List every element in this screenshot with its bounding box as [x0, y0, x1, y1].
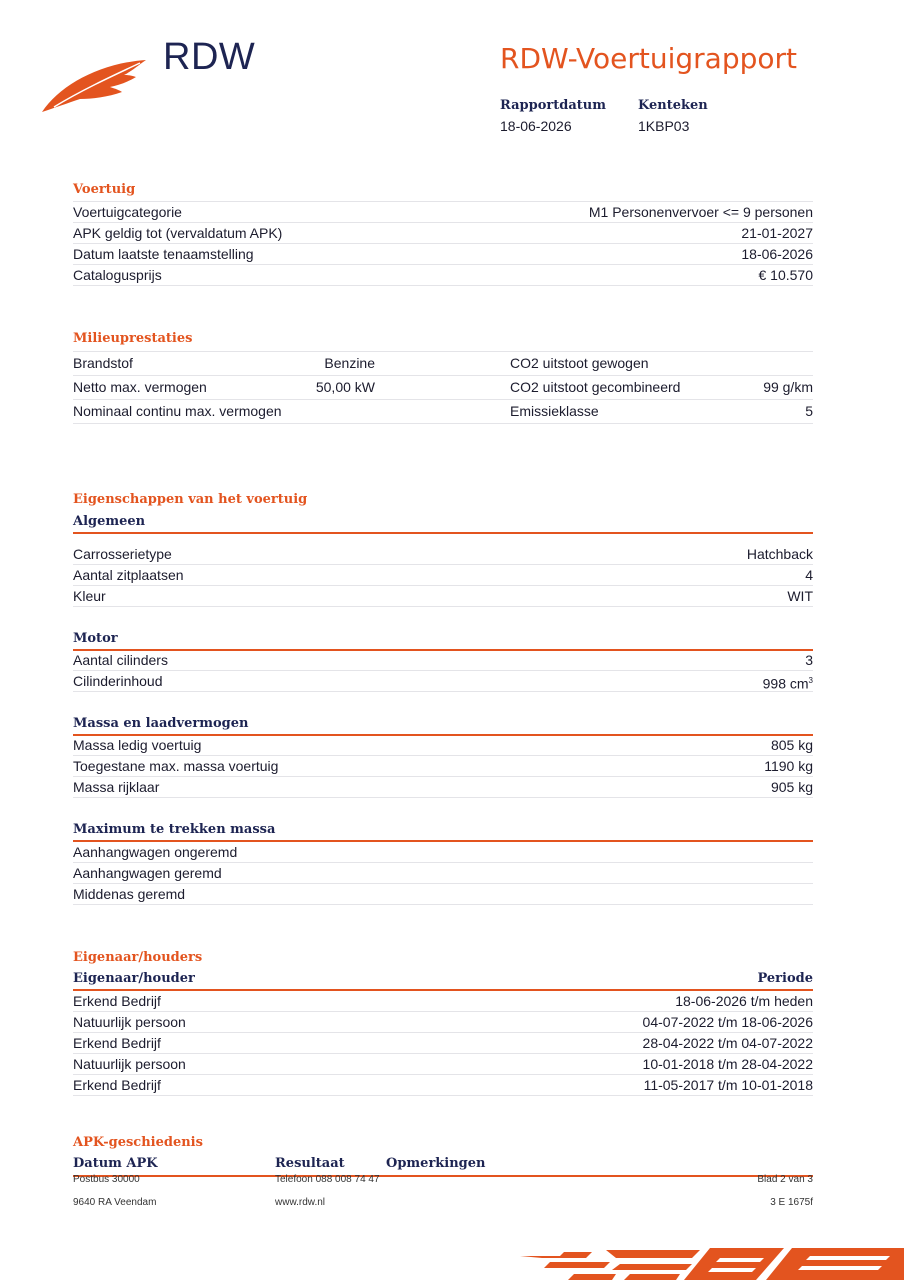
table-row	[73, 756, 813, 777]
row-value: 50,00 kW	[315, 379, 375, 395]
logo-text: RDW	[163, 36, 256, 78]
row-value-2: 99 g/km	[763, 379, 813, 395]
row-label: Middenas geremd	[73, 886, 186, 902]
table-row	[73, 1033, 813, 1054]
kenteken-label: Kenteken	[638, 98, 708, 113]
row-label-2: CO2 uitstoot gewogen	[510, 355, 649, 371]
row-label: Carrosserietype	[73, 546, 172, 562]
column-header-owner: Eigenaar/houder	[73, 971, 195, 986]
period-cell: 18-06-2026 t/m heden	[675, 993, 813, 1009]
row-label: Massa rijklaar	[73, 779, 160, 795]
row-label: Catalogusprijs	[73, 267, 162, 283]
row-label: Toegestane max. massa voertuig	[73, 758, 279, 774]
period-cell: 10-01-2018 t/m 28-04-2022	[642, 1056, 813, 1072]
table-row	[73, 777, 813, 798]
row-label: Nominaal continu max. vermogen	[73, 403, 282, 419]
row-label-2: CO2 uitstoot gecombineerd	[510, 379, 681, 395]
unit-superscript: 3	[808, 676, 813, 685]
row-value: WIT	[787, 588, 813, 604]
kenteken-value: 1KBP03	[638, 118, 690, 134]
row-value: € 10.570	[758, 267, 813, 283]
table-header	[73, 971, 813, 991]
section-title-apk: APK-geschiedenis	[73, 1135, 203, 1150]
section-title-voertuig: Voertuig	[73, 182, 136, 197]
subsection-title-algemeen: Algemeen	[73, 514, 146, 529]
row-value: 905 kg	[770, 779, 813, 795]
row-value	[763, 671, 813, 694]
footer-address: 9640 RA Veendam	[73, 1197, 157, 1208]
row-label: Voertuigcategorie	[73, 204, 182, 220]
footer-telefoon: Telefoon 088 008 74 47	[275, 1174, 380, 1185]
rapportdatum-value: 18-06-2026	[500, 118, 572, 134]
row-value: 3	[805, 652, 813, 668]
table-row	[73, 863, 813, 884]
table-row	[73, 650, 813, 671]
table-row	[73, 1012, 813, 1033]
owner-cell: Erkend Bedrijf	[73, 1035, 161, 1051]
section-rule	[73, 1175, 813, 1177]
column-header-datum: Datum APK	[73, 1156, 158, 1171]
owner-cell: Erkend Bedrijf	[73, 993, 161, 1009]
period-cell: 11-05-2017 t/m 10-01-2018	[643, 1077, 813, 1093]
footer-code: 3 E 1675f	[770, 1197, 813, 1208]
table-row	[73, 400, 813, 424]
table-row	[73, 352, 813, 376]
subsection-title-trekken: Maximum te trekken massa	[73, 822, 276, 837]
table-row	[73, 586, 813, 607]
owner-cell: Natuurlijk persoon	[73, 1056, 186, 1072]
section-rule	[73, 532, 813, 534]
row-label: APK geldig tot (vervaldatum APK)	[73, 225, 283, 241]
section-title-eigenschappen: Eigenschappen van het voertuig	[73, 492, 308, 507]
table-row	[73, 735, 813, 756]
column-header-resultaat: Resultaat	[275, 1156, 345, 1171]
table-row	[73, 565, 813, 586]
row-label-2: Emissieklasse	[510, 403, 599, 419]
row-label: Massa ledig voertuig	[73, 737, 202, 753]
table-row	[73, 376, 813, 400]
row-label: Aanhangwagen geremd	[73, 865, 222, 881]
row-label: Aanhangwagen ongeremd	[73, 844, 238, 860]
row-value: 805 kg	[770, 737, 813, 753]
period-cell: 28-04-2022 t/m 04-07-2022	[642, 1035, 813, 1051]
subsection-title-massa: Massa en laadvermogen	[73, 716, 249, 731]
owner-cell: Natuurlijk persoon	[73, 1014, 186, 1030]
table-row	[73, 202, 813, 223]
row-value-text: 998 cm	[762, 675, 809, 692]
footer-page-number: Blad 2 van 3	[757, 1174, 813, 1185]
row-value: M1 Personenvervoer <= 9 personen	[588, 204, 813, 220]
table-row	[73, 223, 813, 244]
row-label: Netto max. vermogen	[73, 379, 207, 395]
owner-cell: Erkend Bedrijf	[73, 1077, 161, 1093]
table-row	[73, 884, 813, 905]
table-row	[73, 244, 813, 265]
row-value: Hatchback	[746, 546, 813, 562]
footer-postbus: Postbus 30000	[73, 1174, 140, 1185]
section-title-eigenaar: Eigenaar/houders	[73, 950, 203, 965]
row-label: Cilinderinhoud	[73, 673, 163, 689]
footer-website: www.rdw.nl	[275, 1197, 326, 1208]
table-row	[73, 842, 813, 863]
subsection-title-motor: Motor	[73, 631, 118, 646]
table-row	[73, 671, 813, 692]
period-cell: 04-07-2022 t/m 18-06-2026	[642, 1014, 813, 1030]
row-label: Brandstof	[73, 355, 133, 371]
row-value: 18-06-2026	[741, 246, 813, 262]
row-label: Aantal cilinders	[73, 652, 168, 668]
row-label: Aantal zitplaatsen	[73, 567, 184, 583]
row-label: Kleur	[73, 588, 106, 604]
table-row	[73, 544, 813, 565]
row-value-2: 5	[805, 403, 813, 419]
row-value: Benzine	[324, 355, 375, 371]
column-header-opmerkingen: Opmerkingen	[386, 1156, 486, 1171]
table-row	[73, 991, 813, 1012]
table-row	[73, 1054, 813, 1075]
table-row	[73, 265, 813, 286]
table-row	[73, 1075, 813, 1096]
row-value: 21-01-2027	[741, 225, 813, 241]
row-value: 4	[805, 567, 813, 583]
report-title: RDW-Voertuigrapport	[500, 42, 797, 75]
row-label: Datum laatste tenaamstelling	[73, 246, 254, 262]
rdw-feather-logo-icon	[40, 55, 150, 115]
column-header-period: Periode	[757, 971, 813, 986]
rapportdatum-label: Rapportdatum	[500, 98, 606, 113]
row-value: 1190 kg	[764, 758, 813, 774]
rdw-stripes-graphic-icon	[520, 1244, 904, 1280]
section-title-milieu: Milieuprestaties	[73, 331, 193, 346]
